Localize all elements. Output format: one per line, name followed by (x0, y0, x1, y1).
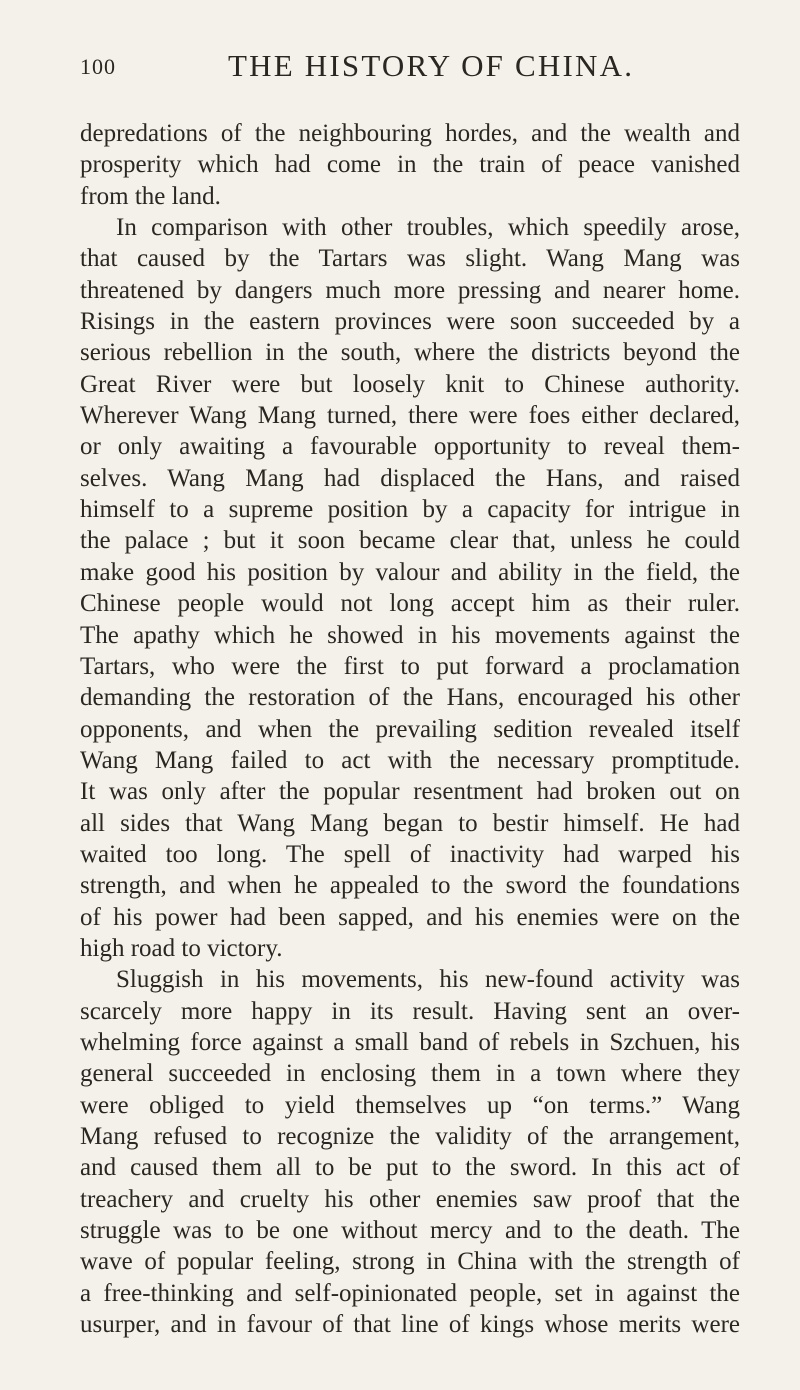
text-line: It was only after the popular resentment had broken out on (80, 778, 740, 806)
text-line: scarcely more happy in its result. Having sent an over- (80, 997, 740, 1025)
text-line: threatened by dangers much more pressing and nearer home. (80, 276, 740, 304)
text-line: from the land. (80, 182, 221, 210)
text-line: usurper, and in favour of that line of kings whose merits were (80, 1311, 740, 1339)
text-line: depredations of the neighbouring hordes, and the wealth and (80, 120, 740, 147)
text-line: whelming force against a small band of rebels in Szchuen, his (80, 1028, 740, 1056)
text-line: of his power had been sapped, and his enemies were on the (80, 903, 740, 931)
text-line: or only awaiting a favourable opportunity to reveal them- (80, 433, 740, 461)
text-line: prosperity which had come in the train of peace vanished (80, 151, 740, 179)
running-head (80, 48, 740, 88)
text-line: make good his position by valour and ability in the field, the (80, 558, 740, 586)
text-line: were obliged to yield themselves up “on terms.” Wang (80, 1091, 740, 1119)
text-line: wave of popular feeling, strong in China with the strength of (80, 1248, 740, 1276)
book-page (80, 48, 740, 1340)
text-line: Wang Mang failed to act with the necessary promptitude. (80, 746, 740, 774)
text-line: opponents, and when the prevailing sedition revealed itself (80, 715, 740, 743)
text-line: Chinese people would not long accept him as their ruler. (80, 590, 740, 618)
text-line: Risings in the eastern provinces were soon succeeded by a (80, 308, 740, 336)
text-line: high road to victory. (80, 934, 283, 962)
text-line: waited too long. The spell of inactivity had warped his (80, 840, 740, 868)
text-line: Tartars, who were the first to put forward a proclamation (80, 652, 740, 680)
body-text (80, 118, 740, 1340)
text-line: strength, and when he appealed to the sword the foundations (80, 872, 740, 900)
running-title: THE HISTORY OF CHINA. (228, 48, 635, 83)
page-number: 100 (80, 54, 116, 79)
text-line: and caused them all to be put to the sword. In this act of (80, 1154, 740, 1182)
text-line: general succeeded in enclosing them in a town where they (80, 1060, 740, 1088)
text-line: the palace ; but it soon became clear that, unless he could (80, 527, 740, 555)
text-line: treachery and cruelty his other enemies saw proof that the (80, 1185, 740, 1213)
text-line: all sides that Wang Mang began to bestir himself. He had (80, 809, 740, 837)
text-line: Mang refused to recognize the validity of the arrangement, (80, 1123, 740, 1150)
paragraph-first-line: In comparison with other troubles, which speedily arose, (116, 214, 740, 242)
text-line: a free-thinking and self-opinionated people, set in against the (80, 1279, 740, 1307)
text-line: serious rebellion in the south, where the districts beyond the (80, 339, 740, 367)
text-line: The apathy which he showed in his movements against the (80, 621, 740, 649)
paragraph-first-line: Sluggish in his movements, his new-found activity was (116, 966, 740, 994)
text-line: that caused by the Tartars was slight. Wang Mang was (80, 245, 740, 273)
text-line: Great River were but loosely knit to Chinese authority. (80, 370, 740, 398)
text-line: struggle was to be one without mercy and to the death. The (80, 1217, 740, 1245)
text-line: demanding the restoration of the Hans, encouraged his other (80, 684, 740, 712)
text-line: Wherever Wang Mang turned, there were foes either declared, (80, 402, 740, 430)
text-line: selves. Wang Mang had displaced the Hans, and raised (80, 464, 740, 492)
text-line: himself to a supreme position by a capacity for intrigue in (80, 496, 740, 524)
